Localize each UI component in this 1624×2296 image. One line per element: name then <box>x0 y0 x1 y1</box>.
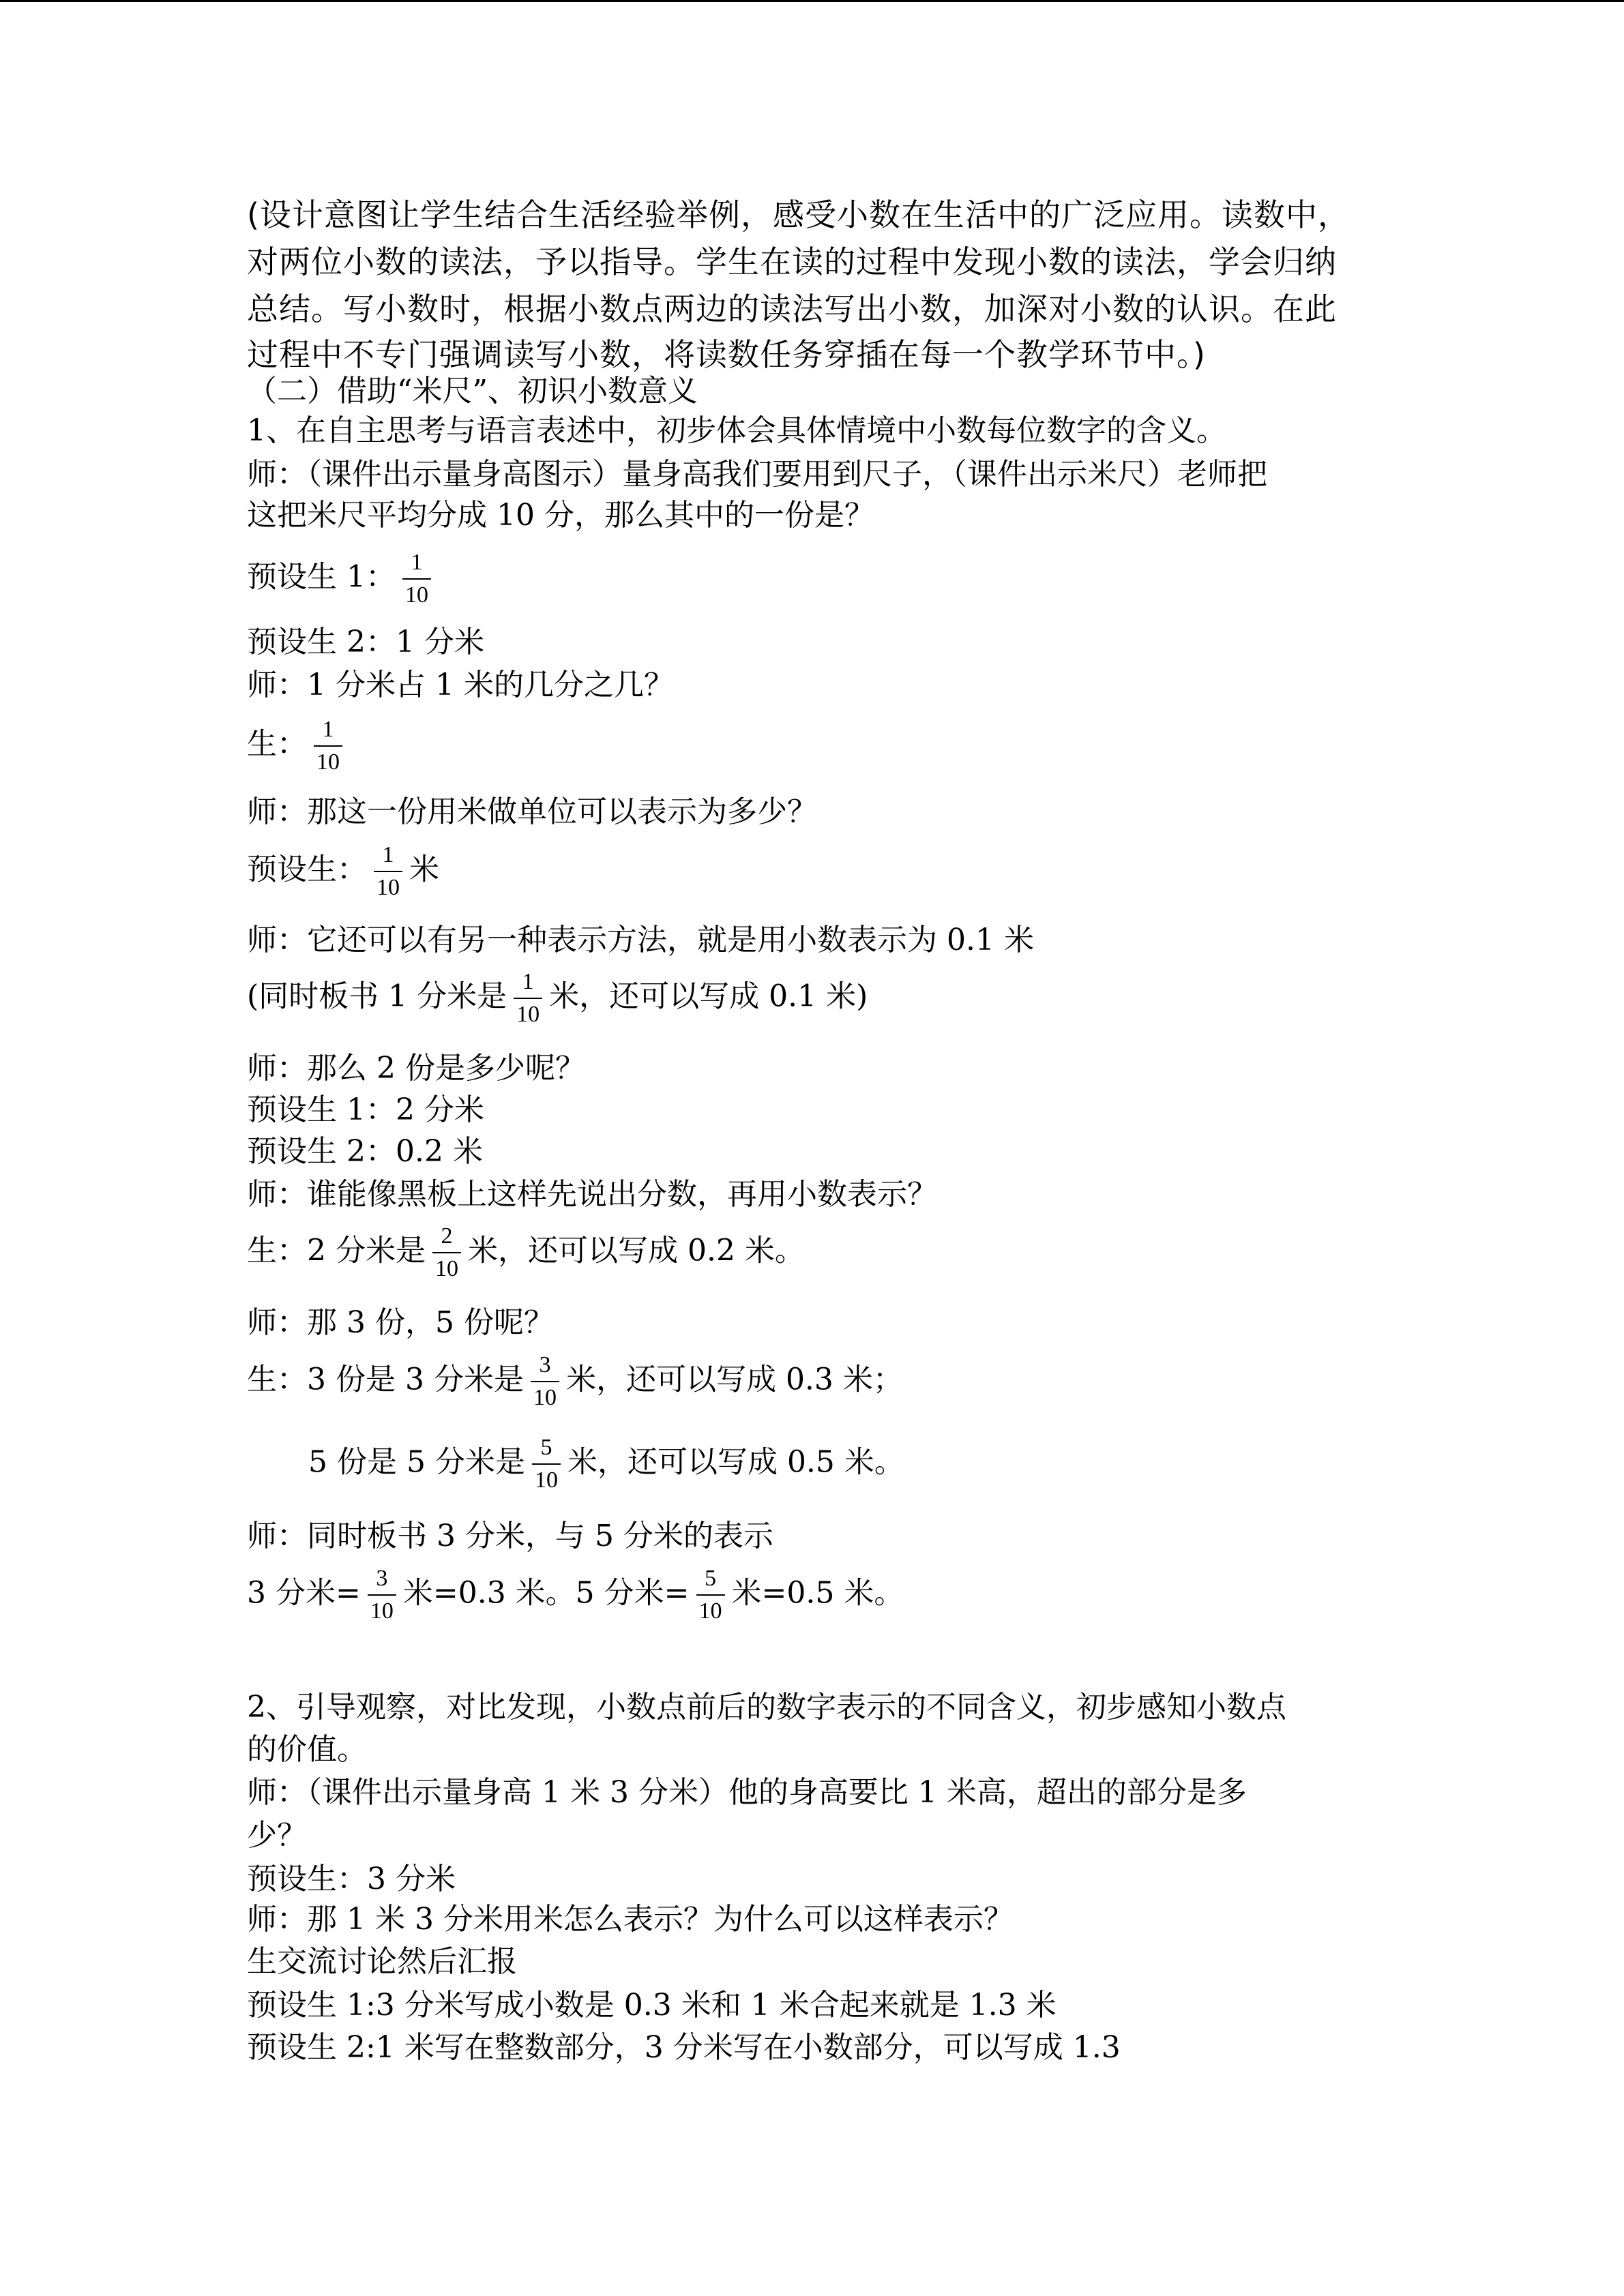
fraction-denominator: 10 <box>370 1598 394 1624</box>
student-answer <box>247 718 349 774</box>
fraction-denominator: 10 <box>516 1002 540 1027</box>
student-answer: 预设生 1:3 分米写成小数是 0.3 米和 1 米合起来就是 1.3 米 <box>247 1988 1057 2023</box>
fraction <box>314 718 342 774</box>
teacher-question: 师：那 1 米 3 分米用米怎么表示？为什么可以这样表示？ <box>247 1902 1014 1937</box>
student-answer <box>247 1225 805 1281</box>
fraction-numerator: 3 <box>376 1566 388 1591</box>
fraction-denominator: 10 <box>533 1385 557 1410</box>
answer-prefix: 预设生： <box>247 852 367 887</box>
student-answer: 预设生 2：1 分米 <box>247 625 484 659</box>
fraction-denominator: 10 <box>698 1598 722 1624</box>
student-answer: 预设生 2：0.2 米 <box>247 1134 483 1169</box>
teacher-question: 这把米尺平均分成 10 分，那么其中的一份是？ <box>247 498 874 533</box>
student-answer <box>308 1436 904 1492</box>
answer-prefix: 预设生 1： <box>247 559 396 595</box>
fraction-numerator: 2 <box>441 1223 453 1249</box>
student-answer <box>247 551 438 607</box>
student-answer: 预设生：3 分米 <box>247 1862 456 1896</box>
design-intent-line: (设计意图让学生结合生活经验举例，感受小数在生活中的广泛应用。读数中， <box>247 196 1350 233</box>
fraction <box>402 551 431 607</box>
teacher-question: 师：（课件出示量身高图示）量身高我们要用到尺子，（课件出示米尺）老师把 <box>247 457 1267 492</box>
student-answer: 预设生 1：2 分米 <box>247 1092 484 1127</box>
part1-heading: 1、在自主思考与语言表述中，初步体会具体情境中小数每位数字的含义。 <box>247 413 1226 448</box>
fraction-denominator: 10 <box>404 582 428 608</box>
teacher-question: 师：那么 2 份是多少呢？ <box>247 1051 585 1086</box>
fraction <box>432 1225 461 1281</box>
answer-suffix: 米 <box>409 852 439 887</box>
answer-suffix: 米，还可以写成 0.2 米。 <box>467 1233 805 1268</box>
teacher-question: 师：（课件出示量身高 1 米 3 分米）他的身高要比 1 米高，超出的部分是多 <box>247 1775 1247 1810</box>
equation-suffix: 米=0.5 米。 <box>731 1575 904 1611</box>
fraction-denominator: 10 <box>434 1256 458 1281</box>
answer-suffix: 米，还可以写成 0.5 米。 <box>567 1444 904 1480</box>
fraction <box>532 1436 561 1492</box>
equation-prefix: 3 分米= <box>247 1575 361 1611</box>
section-title: （二）借助“米尺”、初识小数意义 <box>247 374 698 408</box>
fraction-numerator: 1 <box>411 550 423 575</box>
part2-heading: 2、引导观察，对比发现，小数点前后的数字表示的不同含义，初步感知小数点 <box>247 1690 1286 1725</box>
answer-suffix: 米，还可以写成 0.3 米； <box>565 1362 903 1397</box>
fraction <box>374 844 402 899</box>
fraction-denominator: 10 <box>534 1467 558 1493</box>
answer-prefix: 生： <box>247 726 307 762</box>
design-intent-line: 过程中不专门强调读写小数，将读数任务穿插在每一个教学环节中。) <box>247 336 1206 373</box>
student-answer <box>247 844 439 899</box>
teacher-question: 师：那这一份用米做单位可以表示为多少？ <box>247 794 817 829</box>
design-intent-line: 总结。写小数时，根据小数点两边的读法写出小数，加深对小数的认识。在此 <box>247 290 1337 327</box>
fraction-numerator: 5 <box>705 1566 717 1591</box>
fraction-numerator: 1 <box>322 717 334 742</box>
board-note <box>247 970 868 1026</box>
board-equation <box>247 1567 904 1623</box>
teacher-question: 师：谁能像黑板上这样先说出分数，再用小数表示？ <box>247 1177 937 1212</box>
teacher-statement: 师：同时板书 3 分米，与 5 分米的表示 <box>247 1519 773 1553</box>
answer-prefix: 生：3 份是 3 分米是 <box>247 1362 524 1397</box>
fraction <box>514 970 542 1026</box>
fraction <box>531 1354 559 1410</box>
board-prefix: (同时板书 1 分米是 <box>247 979 507 1014</box>
answer-prefix: 生：2 分米是 <box>247 1233 426 1268</box>
fraction <box>368 1567 396 1623</box>
answer-prefix: 5 份是 5 分米是 <box>308 1444 525 1480</box>
teacher-question: 师：那 3 份，5 份呢？ <box>247 1305 554 1340</box>
fraction-numerator: 1 <box>382 842 394 867</box>
fraction-denominator: 10 <box>377 875 400 900</box>
part2-heading: 的价值。 <box>247 1732 367 1767</box>
fraction-numerator: 3 <box>539 1352 551 1377</box>
fraction <box>696 1567 725 1623</box>
page-top-rule <box>0 0 1624 2</box>
teacher-question: 师：1 分米占 1 米的几分之几？ <box>247 668 674 702</box>
teacher-question: 少？ <box>247 1818 307 1853</box>
board-suffix: 米，还可以写成 0.1 米) <box>549 979 868 1014</box>
design-intent-line: 对两位小数的读法，予以指导。学生在读的过程中发现小数的读法，学会归纳 <box>247 243 1337 280</box>
discussion-note: 生交流讨论然后汇报 <box>247 1944 517 1979</box>
teacher-statement: 师：它还可以有另一种表示方法，就是用小数表示为 0.1 米 <box>247 923 1034 957</box>
student-answer <box>247 1354 903 1410</box>
fraction-numerator: 5 <box>540 1435 552 1460</box>
student-answer: 预设生 2:1 米写在整数部分，3 分米写在小数部分，可以写成 1.3 <box>247 2030 1121 2065</box>
fraction-denominator: 10 <box>316 749 340 775</box>
equation-middle: 米=0.3 米。5 分米= <box>402 1575 690 1611</box>
fraction-numerator: 1 <box>522 969 534 994</box>
